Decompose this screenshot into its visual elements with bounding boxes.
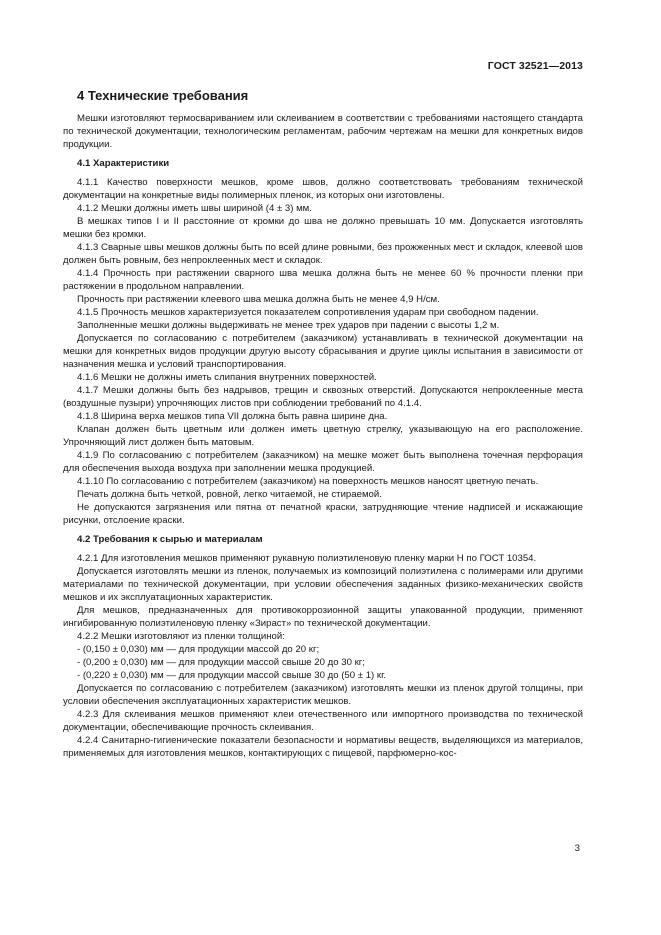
paragraph: Допускается по согласованию с потребителем (заказчиком) изготовлять мешки из пленок другой толщины, при условии обеспечения эксплуатационных характеристик мешков. (63, 683, 583, 707)
paragraph: Печать должна быть четкой, ровной, легко читаемой, не стираемой. (77, 489, 382, 500)
list-item: - (0,200 ± 0,030) мм — для продукции массой свыше 20 до 30 кг; (77, 657, 365, 668)
subsection-title: 4.2 Требования к сырью и материалам (77, 534, 263, 545)
paragraph: 4.1.7 Мешки должны быть без надрывов, трещин и сквозных отверстий. Допускаются непроклеенные места (воздушные пузыри) упрочняющих листов при соблюдении требований по 4.1.4. (63, 385, 583, 409)
paragraph: 4.1.10 По согласованию с потребителем (заказчиком) на поверхность мешков наносят цветную печать. (77, 476, 539, 487)
paragraph: Клапан должен быть цветным или должен иметь цветную стрелку, указывающую на его расположение. Упрочняющий лист должен быть матовым. (63, 424, 583, 448)
paragraph: 4.1.2 Мешки должны иметь швы шириной (4 ± 3) мм. (77, 203, 312, 214)
list-item: - (0,220 ± 0,030) мм — для продукции массой свыше 30 до (50 ± 1) кг. (77, 670, 387, 681)
document-body (63, 89, 583, 760)
page-number: 3 (574, 843, 580, 854)
paragraph: 4.1.5 Прочность мешков характеризуется показателем сопротивления ударам при свободном падении. (77, 307, 539, 318)
paragraph: 4.2.1 Для изготовления мешков применяют рукавную полиэтиленовую пленку марки Н по ГОСТ 10354. (77, 553, 537, 564)
paragraph: 4.1.1 Качество поверхности мешков, кроме швов, должно соответствовать требованиям технической документации на конкретные виды полимерных пленок, из которых они изготовлены. (63, 177, 583, 201)
list-item: - (0,150 ± 0,030) мм — для продукции массой до 20 кг; (77, 644, 320, 655)
paragraph: 4.2.2 Мешки изготовляют из пленки толщиной: (77, 631, 285, 642)
paragraph: Прочность при растяжении клеевого шва мешка должна быть не менее 4,9 Н/см. (77, 294, 440, 305)
paragraph: 4.1.6 Мешки не должны иметь слипания внутренних поверхностей. (77, 372, 377, 383)
paragraph: 4.1.3 Сварные швы мешков должны быть по всей длине ровными, без прожженных мест и складок, клеевой шов должен быть ровным, без непроклеенных мест и складок. (63, 242, 583, 266)
subsection-title: 4.1 Характеристики (77, 158, 170, 169)
paragraph: 4.1.9 По согласованию с потребителем (заказчиком) на мешке может быть выполнена точечная перфорация для обеспечения выхода воздуха при заполнении мешка продукцией. (63, 450, 583, 474)
paragraph: Мешки изготовляют термосвариванием или склеиванием в соответствии с требованиями настоящего стандарта по технической документации, технологическим регламентам, рабочим чертежам на мешки для конкретных видов продукции. (63, 113, 583, 150)
document-code: ГОСТ 32521—2013 (487, 60, 583, 72)
paragraph: 4.2.3 Для склеивания мешков применяют клеи отечественного или импортного производства по технической документации, обеспечивающие прочность склеивания. (63, 709, 583, 733)
paragraph: Не допускаются загрязнения или пятна от печатной краски, затрудняющие чтение надписей и искажающие рисунки, отслоение краски. (63, 502, 583, 526)
paragraph: Допускается по согласованию с потребителем (заказчиком) устанавливать в технической документации на мешки для конкретных видов продукции другую высоту сбрасывания и другие циклы испытания в зависимости от назначения мешка и условий транспортирования. (63, 333, 583, 370)
paragraph: Для мешков, предназначенных для противокоррозионной защиты упакованной продукции, применяют ингибированную полиэтиленовую пленку «Зираст» по технической документации. (63, 605, 583, 629)
section-title: 4 Технические требования (77, 88, 249, 103)
paragraph: 4.1.8 Ширина верха мешков типа VII должна быть равна ширине дна. (77, 411, 388, 422)
paragraph: 4.2.4 Санитарно-гигиенические показатели безопасности и нормативы веществ, выделяющихся из материалов, применяемых для изготовления мешков, контактирующих с пищевой, парфюмерно-кос- (63, 735, 583, 759)
paragraph: В мешках типов I и II расстояние от кромки до шва не должно превышать 10 мм. Допускается изготовлять мешки без кромки. (63, 216, 583, 240)
paragraph: Допускается изготовлять мешки из пленок, получаемых из композиций полиэтилена с полимерами или другими материалами по технической документации, при условии обеспечения заданных физико-механических свойств мешков и их эксплуатационных характеристик. (63, 566, 583, 603)
paragraph: 4.1.4 Прочность при растяжении сварного шва мешка должна быть не менее 60 % прочности пленки при растяжении в продольном направлении. (63, 268, 583, 292)
paragraph: Заполненные мешки должны выдерживать не менее трех ударов при падении с высоты 1,2 м. (77, 320, 500, 331)
